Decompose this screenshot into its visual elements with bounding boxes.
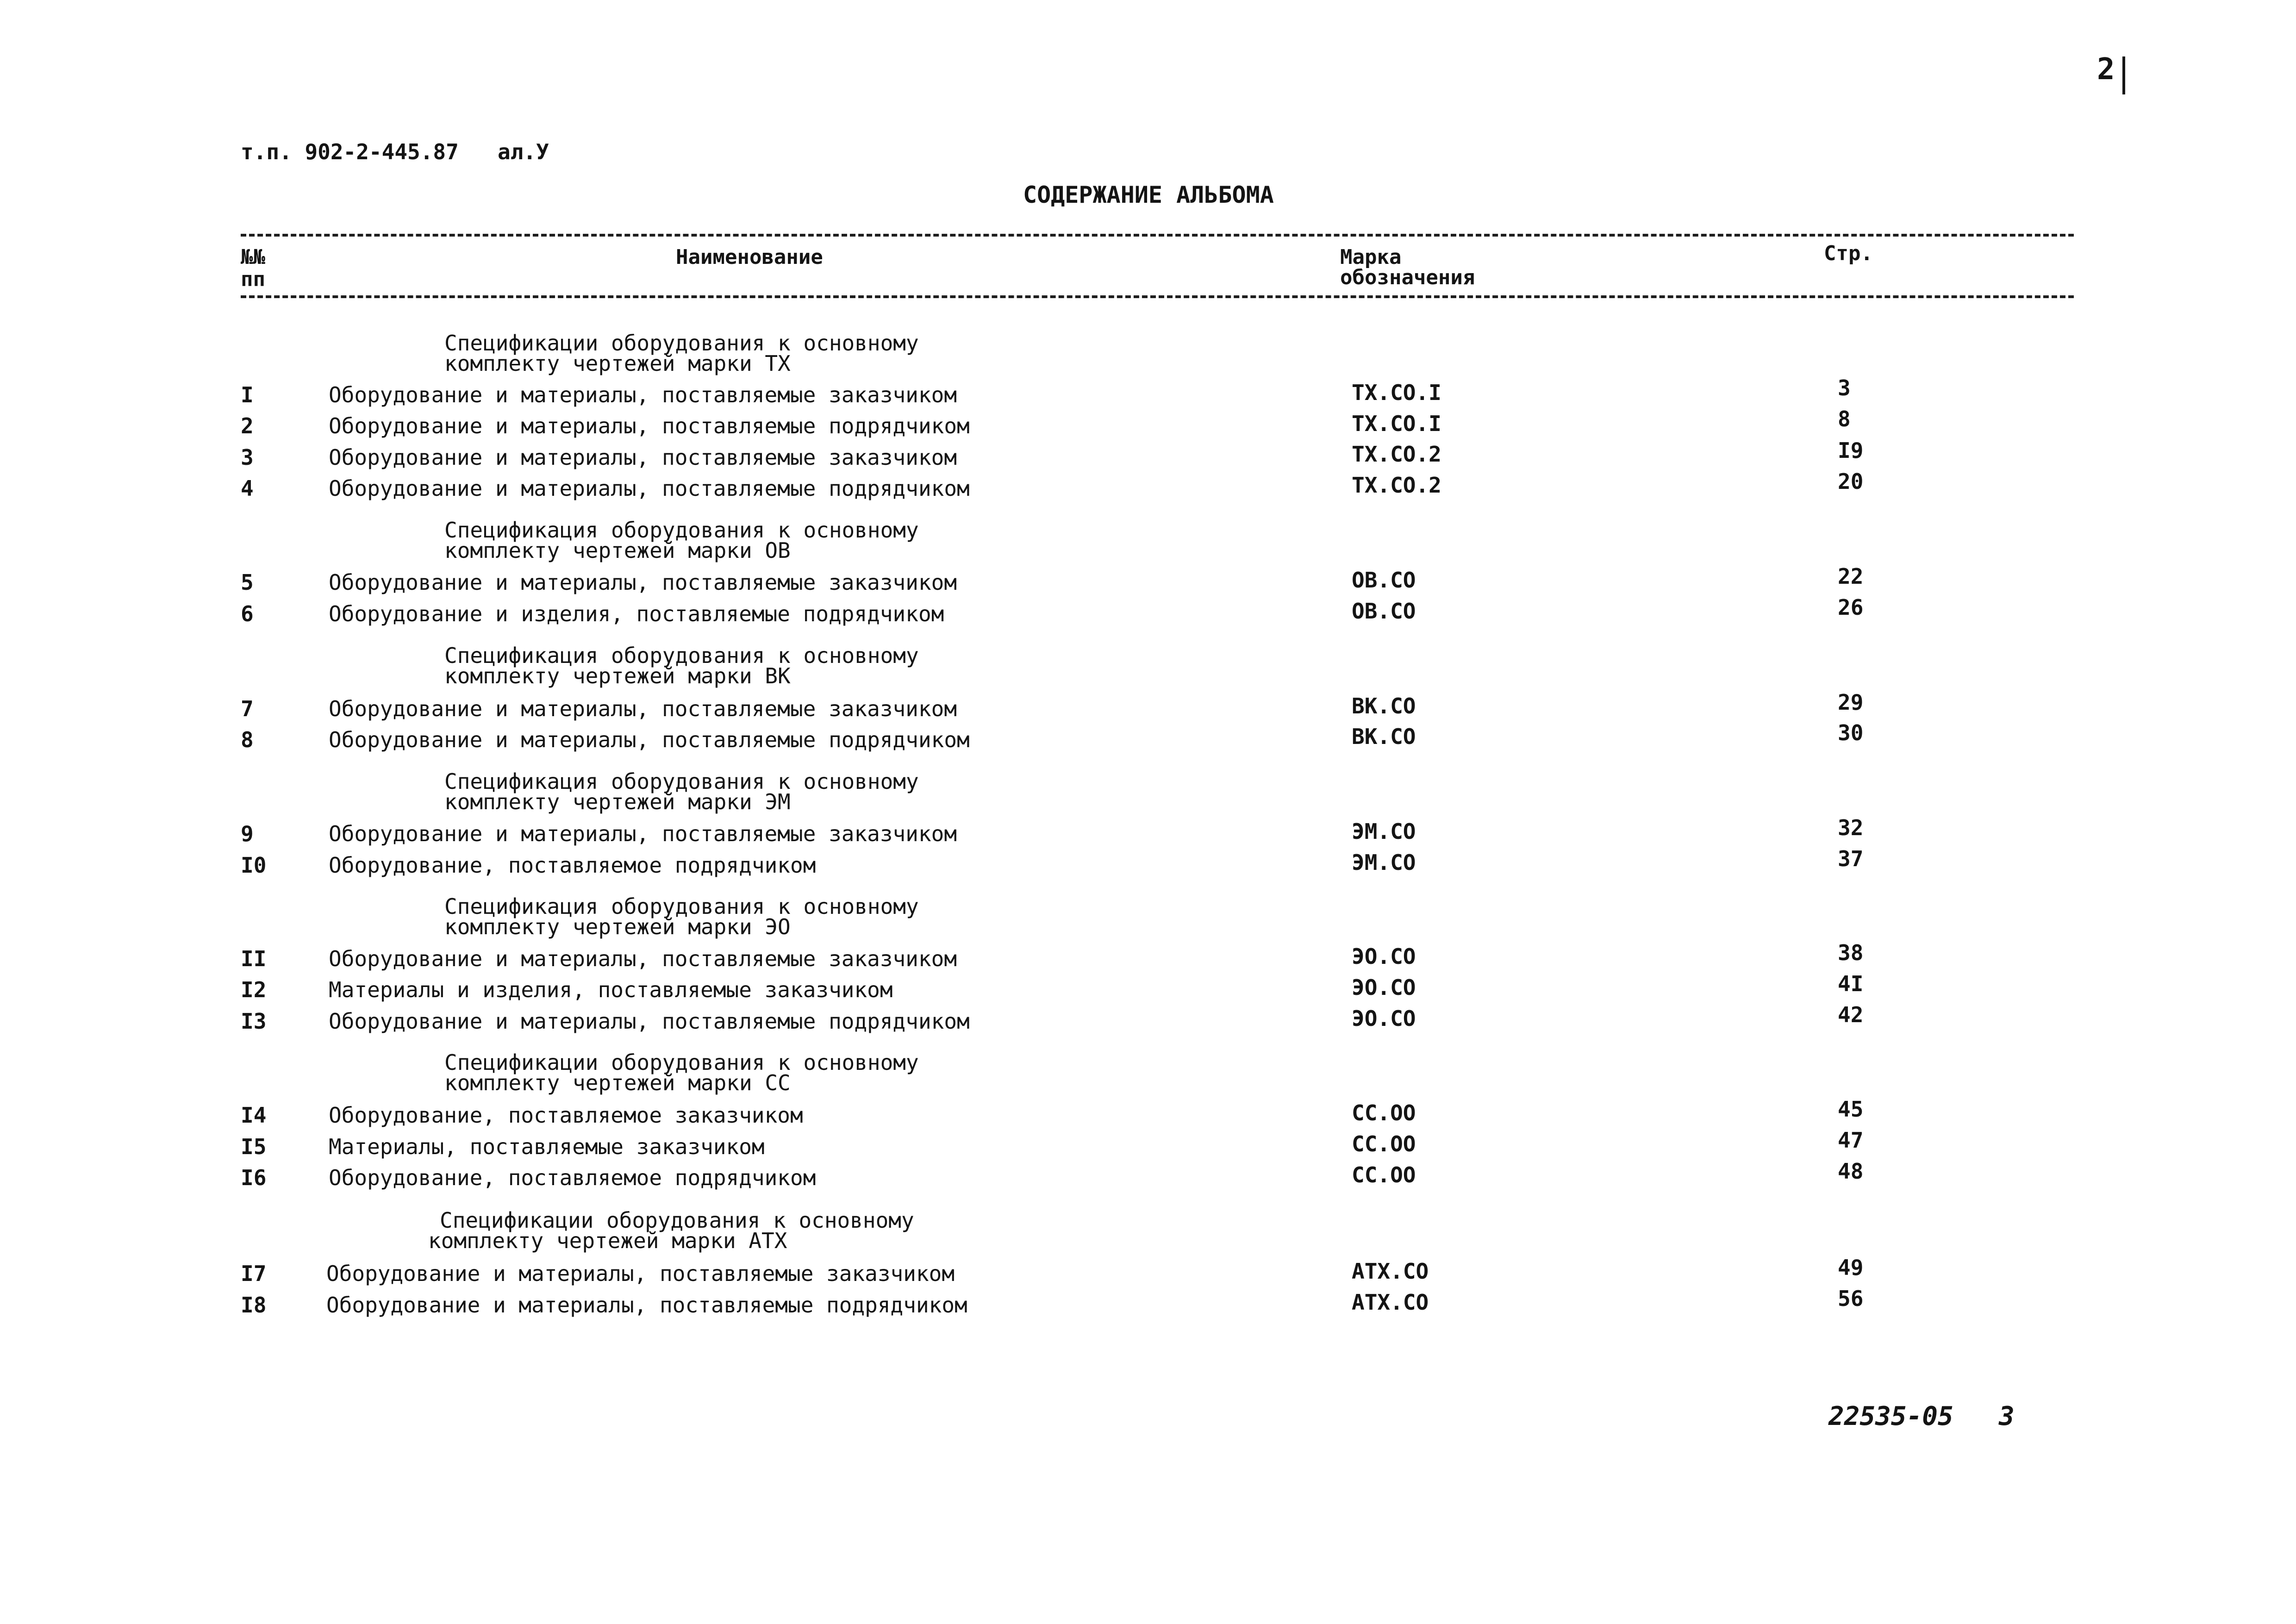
row-name: Оборудование, поставляемое заказчиком [329,1103,803,1128]
column-name-label: Наименование [676,245,823,269]
group-heading: комплекту чертежей марки ОВ [444,538,791,563]
row-name: Оборудование и материалы, поставляемые заказчиком [329,445,957,470]
row-number: I5 [241,1134,267,1159]
column-mark-label-1: Марка [1340,245,1402,269]
group-heading: Спецификация оборудования к основному [444,769,919,794]
row-page: 32 [1838,815,1864,840]
row-name: Оборудование и изделия, поставляемые подрядчиком [329,601,944,626]
row-mark: ОВ.СО [1352,568,1416,593]
row-page: 30 [1838,720,1864,745]
archive-stamp: 22535-05 [1828,1401,1953,1431]
row-number: I7 [241,1261,267,1286]
row-page: 37 [1838,846,1864,871]
row-name: Материалы и изделия, поставляемые заказчиком [329,977,893,1002]
row-mark: ВК.СО [1352,724,1416,749]
group-heading: комплекту чертежей марки ЭО [444,914,791,939]
group-heading: комплекту чертежей марки ВК [444,663,791,688]
row-number: 8 [241,727,254,752]
row-number: I6 [241,1165,267,1190]
row-name: Оборудование, поставляемое подрядчиком [329,853,816,878]
page-number: 3 [1999,1401,2015,1431]
row-name: Оборудование и материалы, поставляемые подрядчиком [329,1009,970,1034]
page-title: СОДЕРЖАНИЕ АЛЬБОМА [1023,181,1274,208]
row-number: 4 [241,476,254,501]
group-heading: Спецификация оборудования к основному [444,894,919,919]
row-mark: ОВ.СО [1352,599,1416,624]
row-name: Оборудование и материалы, поставляемые заказчиком [329,696,957,721]
album-number: ал.У [498,139,549,164]
row-number: I0 [241,853,267,878]
group-heading: Спецификация оборудования к основному [444,643,919,668]
row-number: 3 [241,445,254,470]
row-mark: ЭМ.СО [1352,819,1416,844]
group-heading: комплекту чертежей марки АТХ [428,1228,787,1253]
row-page: 22 [1838,564,1864,589]
row-number: I4 [241,1103,267,1128]
row-number: I8 [241,1293,267,1318]
row-mark: АТХ.СО [1352,1290,1429,1315]
group-heading: Спецификации оборудования к основному [444,331,919,356]
row-mark: СС.ОО [1352,1162,1416,1187]
group-heading: Спецификация оборудования к основному [444,518,919,543]
table-header-bottom-rule [241,295,2074,298]
row-page: 56 [1838,1286,1864,1311]
row-name: Оборудование и материалы, поставляемые подрядчиком [326,1293,967,1318]
row-page: 42 [1838,1002,1864,1027]
column-mark-label-2: обозначения [1340,266,1475,289]
row-mark: ТХ.СО.I [1352,380,1441,405]
sheet-corner-mark [2122,56,2125,94]
row-name: Оборудование и материалы, поставляемые подрядчиком [329,727,970,752]
row-number: I3 [241,1009,267,1034]
row-number: 9 [241,821,254,846]
row-name: Оборудование и материалы, поставляемые заказчиком [329,821,957,846]
row-name: Материалы, поставляемые заказчиком [329,1134,765,1159]
table-header-top-rule [241,234,2074,237]
row-mark: ТХ.СО.2 [1352,442,1441,467]
group-heading: Спецификации оборудования к основному [444,1050,919,1075]
row-mark: СС.ОО [1352,1131,1416,1156]
sheet-number: 2 [2097,52,2115,87]
row-page: 29 [1838,690,1864,715]
row-number: I2 [241,977,267,1002]
group-heading: комплекту чертежей марки ТХ [444,351,791,376]
row-name: Оборудование и материалы, поставляемые подрядчиком [329,476,970,501]
group-heading: комплекту чертежей марки ЭМ [444,789,791,814]
row-page: 48 [1838,1159,1864,1184]
row-mark: СС.ОО [1352,1100,1416,1125]
row-mark: АТХ.СО [1352,1259,1429,1284]
row-name: Оборудование и материалы, поставляемые заказчиком [329,946,957,971]
row-number: 2 [241,413,254,438]
column-num-label-1: №№ [241,245,265,269]
row-number: 5 [241,570,254,595]
row-page: 8 [1838,406,1851,431]
row-page: 38 [1838,940,1864,965]
row-name: Оборудование, поставляемое подрядчиком [329,1165,816,1190]
row-name: Оборудование и материалы, поставляемые заказчиком [329,570,957,595]
row-page: I9 [1838,438,1864,463]
group-heading: комплекту чертежей марки СС [444,1070,791,1095]
row-mark: ЭО.СО [1352,944,1416,969]
row-page: 45 [1838,1097,1864,1122]
row-number: 7 [241,696,254,721]
group-heading: Спецификации оборудования к основному [440,1208,914,1233]
row-name: Оборудование и материалы, поставляемые заказчиком [329,382,957,407]
column-page-label: Стр. [1824,242,1873,265]
row-page: 20 [1838,469,1864,494]
row-page: 47 [1838,1128,1864,1153]
column-num-label-2: пп [241,268,265,291]
row-number: I [241,382,254,407]
row-number: 6 [241,601,254,626]
row-page: 26 [1838,595,1864,620]
row-page: 3 [1838,375,1851,400]
row-page: 49 [1838,1255,1864,1280]
row-mark: ВК.СО [1352,693,1416,718]
row-mark: ЭО.СО [1352,1006,1416,1031]
row-mark: ЭО.СО [1352,975,1416,1000]
row-page: 4I [1838,971,1864,996]
project-code: т.п. 902-2-445.87 [241,139,459,164]
row-name: Оборудование и материалы, поставляемые подрядчиком [329,413,970,438]
row-mark: ТХ.СО.2 [1352,473,1441,498]
row-name: Оборудование и материалы, поставляемые заказчиком [326,1261,955,1286]
row-mark: ЭМ.СО [1352,850,1416,875]
row-number: II [241,946,267,971]
row-mark: ТХ.СО.I [1352,411,1441,436]
